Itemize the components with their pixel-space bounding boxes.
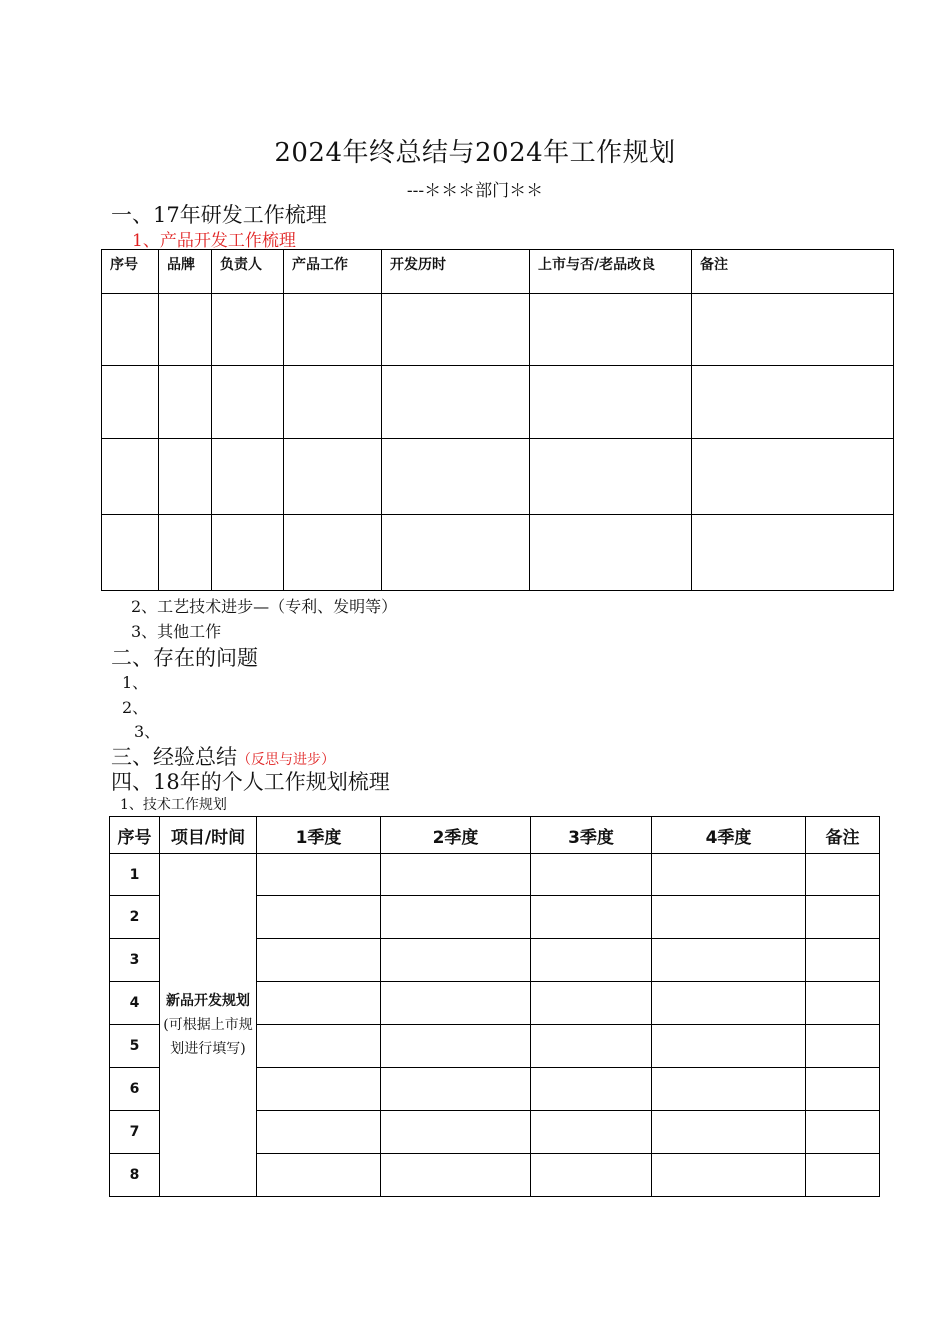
table-cell[interactable] [531,1025,652,1068]
table-cell[interactable] [159,366,212,439]
row-number: 2 [110,896,160,939]
header-cell: 序号 [110,817,160,854]
table-cell[interactable] [531,939,652,982]
product-dev-table [101,249,894,591]
section4-sub1: 1、技术工作规划 [120,797,227,813]
table-cell[interactable] [692,294,894,366]
table-cell[interactable] [652,896,806,939]
table-cell[interactable] [102,294,159,366]
header-cell: 负责人 [212,250,284,294]
table-cell[interactable] [806,939,880,982]
header-cell: 序号 [102,250,159,294]
table-header-row [102,250,894,294]
table-header-row [110,817,880,854]
table-cell[interactable] [257,854,381,896]
header-cell: 2季度 [381,817,531,854]
row-number: 3 [110,939,160,982]
merged-project-cell [160,854,257,1197]
table-cell[interactable] [381,1111,531,1154]
table-cell[interactable] [806,982,880,1025]
table-cell[interactable] [806,1025,880,1068]
header-cell: 上市与否/老品改良 [530,250,692,294]
table-cell[interactable] [531,1111,652,1154]
table-cell[interactable] [257,1111,381,1154]
table-cell[interactable] [381,982,531,1025]
table-cell[interactable] [530,366,692,439]
table-cell[interactable] [531,896,652,939]
table-cell[interactable] [652,1111,806,1154]
table-cell[interactable] [284,515,382,591]
section3-note: （反思与进步） [237,752,335,768]
table-cell[interactable] [531,1154,652,1197]
section1-heading: 一、17年研发工作梳理 [111,203,327,227]
table-cell[interactable] [284,366,382,439]
header-cell: 产品工作 [284,250,382,294]
table-cell[interactable] [806,896,880,939]
section4-heading: 四、18年的个人工作规划梳理 [111,770,390,794]
page-title: 2024年终总结与2024年工作规划 [274,138,676,168]
table-cell[interactable] [212,294,284,366]
header-cell: 备注 [806,817,880,854]
section1-sub1: 1、产品开发工作梳理 [132,231,296,251]
table-cell[interactable] [530,439,692,515]
header-cell: 1季度 [257,817,381,854]
table-cell[interactable] [381,854,531,896]
table-row [102,366,894,439]
table-cell[interactable] [382,294,530,366]
table-cell[interactable] [531,982,652,1025]
header-cell: 开发历时 [382,250,530,294]
table-cell[interactable] [257,939,381,982]
table-cell[interactable] [382,439,530,515]
table-cell[interactable] [257,1154,381,1197]
header-cell: 项目/时间 [160,817,257,854]
table-cell[interactable] [257,1025,381,1068]
table-cell[interactable] [382,366,530,439]
table-cell[interactable] [284,439,382,515]
table-cell[interactable] [381,1068,531,1111]
table-cell[interactable] [806,1111,880,1154]
table-cell[interactable] [159,515,212,591]
row-number: 1 [110,854,160,896]
section2-item: 3、 [134,722,161,741]
row-number: 7 [110,1111,160,1154]
row-number: 8 [110,1154,160,1197]
table-cell[interactable] [284,294,382,366]
section3-heading: 三、经验总结 [111,745,237,769]
header-cell: 4季度 [652,817,806,854]
table-cell[interactable] [212,439,284,515]
table-row [102,515,894,591]
table-cell[interactable] [102,515,159,591]
table-cell[interactable] [531,1068,652,1111]
header-cell: 品牌 [159,250,212,294]
merged-normal-text: (可根据上市规划进行填写) [163,1017,253,1057]
table-cell[interactable] [257,982,381,1025]
table-cell[interactable] [159,294,212,366]
table-cell[interactable] [692,366,894,439]
table-cell[interactable] [652,1068,806,1111]
table-row [102,439,894,515]
table-row [102,294,894,366]
table-cell[interactable] [806,854,880,896]
header-cell: 3季度 [531,817,652,854]
table-cell[interactable] [530,294,692,366]
merged-bold-text: 新品开发规划 [166,993,250,1009]
table-cell[interactable] [381,1154,531,1197]
row-number: 6 [110,1068,160,1111]
section2-item: 2、 [122,698,149,717]
table-cell[interactable] [257,896,381,939]
table-cell[interactable] [652,854,806,896]
table-cell[interactable] [159,439,212,515]
table-cell[interactable] [257,1068,381,1111]
table-cell[interactable] [652,1025,806,1068]
table-cell[interactable] [806,1068,880,1111]
table-cell[interactable] [381,1025,531,1068]
table-cell[interactable] [102,366,159,439]
plan-table [109,816,880,1197]
table-cell[interactable] [102,439,159,515]
table-row [110,854,880,896]
table-cell[interactable] [692,515,894,591]
section2-item: 1、 [122,673,149,692]
table-cell[interactable] [652,1154,806,1197]
table-cell[interactable] [212,366,284,439]
table-cell[interactable] [806,1154,880,1197]
row-number: 5 [110,1025,160,1068]
table-cell[interactable] [652,939,806,982]
table-cell[interactable] [382,515,530,591]
section1-sub3: 3、其他工作 [131,622,222,641]
table-cell[interactable] [212,515,284,591]
header-cell: 备注 [692,250,894,294]
table-cell[interactable] [381,939,531,982]
table-cell[interactable] [530,515,692,591]
table-cell[interactable] [381,896,531,939]
section1-sub2: 2、工艺技术进步—（专利、发明等） [131,597,398,616]
section2-heading: 二、存在的问题 [111,646,258,670]
row-number: 4 [110,982,160,1025]
page-subtitle: ---＊＊＊部门＊＊ [406,181,544,201]
table-cell[interactable] [531,854,652,896]
table-cell[interactable] [652,982,806,1025]
table-cell[interactable] [692,439,894,515]
